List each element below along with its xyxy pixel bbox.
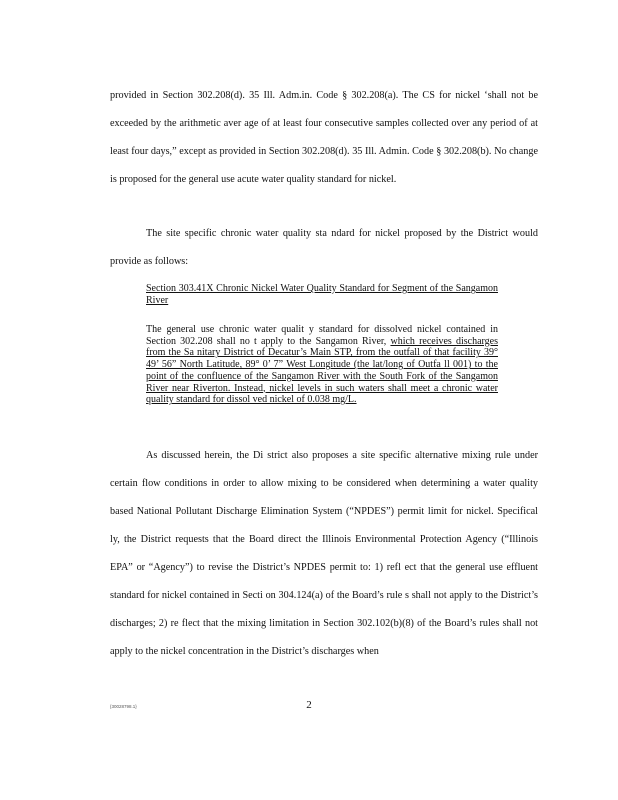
proposed-rule-body — [146, 324, 498, 406]
proposed-rule-heading: Section 303.41X Chronic Nickel Water Quality Standard for Segment of the Sangamon River — [146, 283, 498, 306]
paragraph-3: As discussed herein, the Di strict also proposes a site specific alternative mixing rule under certain flow conditions in order to allow mixing to be considered when determining a water quality based National Pollutant Discharge Elimination System (“NPDES”) permit limit for nickel. Specifical ly, the District requests that the Board direct the Illinois Environmental Protection Agency (“Illinois EPA” or “Agency”) to revise the District’s NPDES permit to: 1) refl ect that the general use effluent standard for nickel contained in Secti on 304.124(a) of the Board’s rule s shall not apply to the District’s discharges; 2) re flect that the mixing limitation in Section 302.102(b)(8) of the Board’s rules shall not apply to the nickel concentration in the District’s discharges when — [110, 450, 538, 657]
proposed-rule-body-plain: The general use chronic water qualit y standard for dissolved nickel contained in Section 302.208 shall no t apply to the Sangamon River, — [146, 324, 498, 347]
paragraph-1: provided in Section 302.208(d). 35 Ill. Adm.in. Code § 302.208(a). The CS for nickel ‘shall not be exceeded by the arithmetic aver age of at least four consecutive samples collected over any period of at least four days,” except as provided in Section 302.208(d). 35 Ill. Admin. Code § 302.208(b). No change is proposed for the general use acute water quality standard for nickel. — [110, 90, 538, 185]
page-number: 2 — [306, 699, 312, 711]
paragraph-2: The site specific chronic water quality sta ndard for nickel proposed by the District would provide as follows: — [110, 228, 538, 267]
proposed-rule-body-underlined: which receives discharges from the Sa nitary District of Decatur’s Main STP, from the outfall of that facility 39° 49’ 56” North Latitude, 89° 0’ 7” West Longitude (the lat/long of Outfa ll 001) to the point of the confluence of the Sangamon River with the South Fork of the Sangamon River near Riverton. Instead, nickel levels in such waters shall meet a chronic water quality standard for dissol ved nickel of 0.038 mg/L. — [146, 335, 498, 406]
document-id: {30028798.1} — [110, 704, 137, 709]
